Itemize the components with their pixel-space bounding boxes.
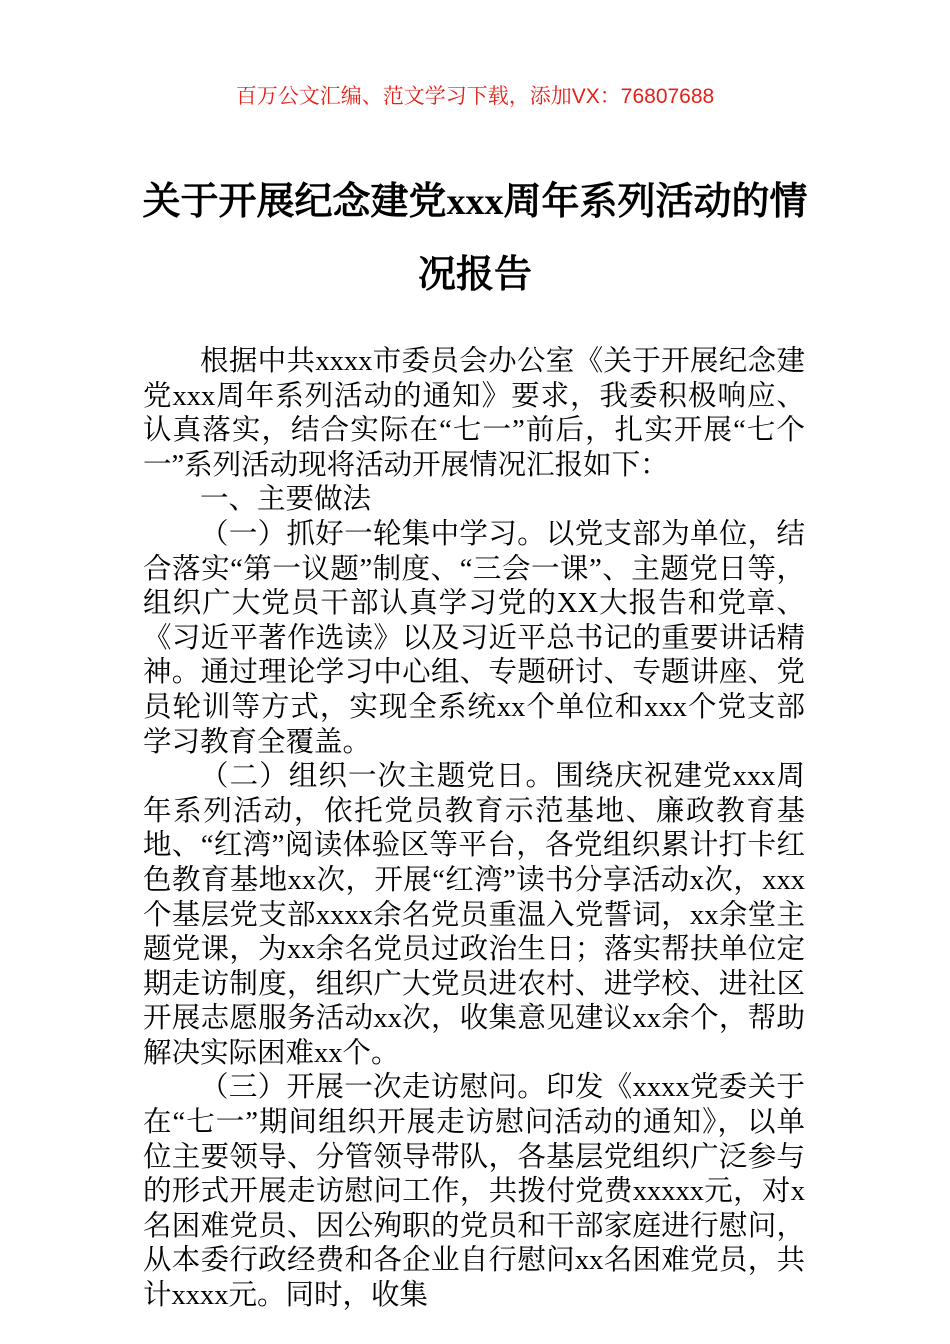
- document-title-line-1: 关于开展纪念建党xxx周年系列活动的情: [142, 181, 808, 223]
- promo-banner: 百万公文汇编、范文学习下载，添加VX：76807688: [235, 85, 715, 108]
- paragraph-item-1: （一）抓好一轮集中学习。以党支部为单位，结合落实“第一议题”制度、“三会一课”、主题党日等，组织广大党员干部认真学习党的XX大报告和党章、《习近平著作选读》以及习近平总书记的重要讲话精神。通过理论学习中心组、专题研讨、专题讲座、党员轮训等方式，实现全系统xx个单位和xxx个党支部学习教育全覆盖。: [143, 518, 805, 758]
- document-title: [120, 166, 830, 312]
- paragraph-item-3: （三）开展一次走访慰问。印发《xxxx党委关于在“七一”期间组织开展走访慰问活动的通知》，以单位主要领导、分管领导带队，各基层党组织广泛参与的形式开展走访慰问工作，共拨付党费xxxxx元，对x名困难党员、因公殉职的党员和干部家庭进行慰问，从本委行政经费和各企业自行慰问xx名困难党员，共计xxxx元。同时，收集: [143, 1072, 805, 1312]
- document-body: [0, 345, 950, 1314]
- paragraph-item-2: （二）组织一次主题党日。围绕庆祝建党xxx周年系列活动，依托党员教育示范基地、廉政教育基地、“红湾”阅读体验区等平台，各党组织累计打卡红色教育基地xx次，开展“红湾”读书分享活动x次，xxx个基层党支部xxxx余名党员重温入党誓词，xx余堂主题党课，为xx余名党员过政治生日；落实帮扶单位定期走访制度，组织广大党员进农村、进学校、进社区开展志愿服务活动xx次，收集意见建议xx余个，帮助解决实际困难xx个。: [143, 761, 805, 1069]
- document-title-line-2: 况报告: [417, 254, 532, 296]
- paragraph-intro: 根据中共xxxx市委员会办公室《关于开展纪念建党xxx周年系列活动的通知》要求，我委积极响应、认真落实，结合实际在“七一”前后，扎实开展“七个一”系列活动现将活动开展情况汇报如下：: [143, 346, 805, 481]
- paragraph-section-heading: 一、主要做法: [200, 484, 372, 516]
